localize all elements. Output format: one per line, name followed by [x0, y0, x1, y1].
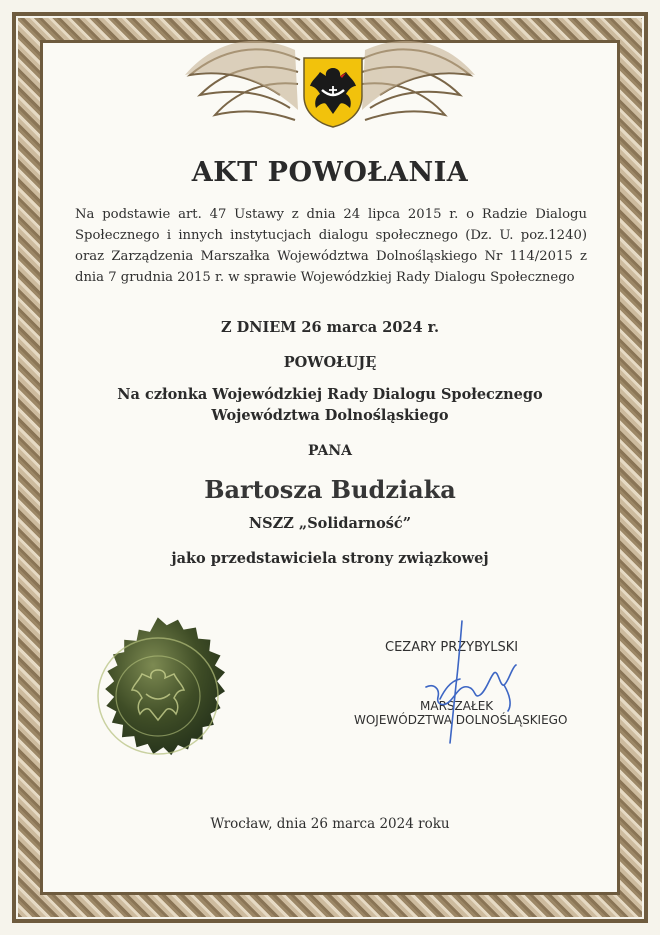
signatory-name: CEZARY PRZYBYLSKI: [385, 640, 519, 655]
organization: NSZZ „Solidarność”: [248, 515, 412, 532]
place-and-date: Wrocław, dnia 26 marca 2024 roku: [210, 816, 450, 832]
document-title: AKT POWOŁANIA: [191, 157, 469, 188]
member-line-1: Na członka Wojewódzkiej Rady Dialogu Społecznego: [117, 386, 543, 403]
appointee-name: Bartosza Budziaka: [204, 475, 456, 504]
role-description: jako przedstawiciela strony związkowej: [171, 550, 489, 567]
signatory-title: MARSZAŁEK: [420, 699, 494, 713]
effective-date: Z DNIEM 26 marca 2024 r.: [220, 319, 440, 336]
salutation: PANA: [307, 443, 353, 459]
handwritten-signature: [420, 615, 530, 745]
appoint-heading: POWOŁUJĘ: [283, 354, 377, 371]
member-line-2: Województwa Dolnośląskiego: [211, 407, 449, 424]
legal-basis-paragraph: Na podstawie art. 47 Ustawy z dnia 24 lipca 2015 r. o Radzie Dialogu Społecznego i innych instytucjach dialogu społecznego (Dz. U. poz.1240) oraz Zarządzenia Marszałka Województwa Dolnośląskiego Nr 114/2015 z dnia 7 grudnia 2015 r. w sprawie Wojewódzkiej Rady Dialogu Społecznego: [75, 207, 587, 285]
embossed-seal-icon: [68, 608, 248, 778]
eagle-coat-of-arms-icon: [302, 56, 364, 128]
signatory-office: WOJEWÓDZTWA DOLNOŚLĄSKIEGO: [354, 713, 568, 727]
